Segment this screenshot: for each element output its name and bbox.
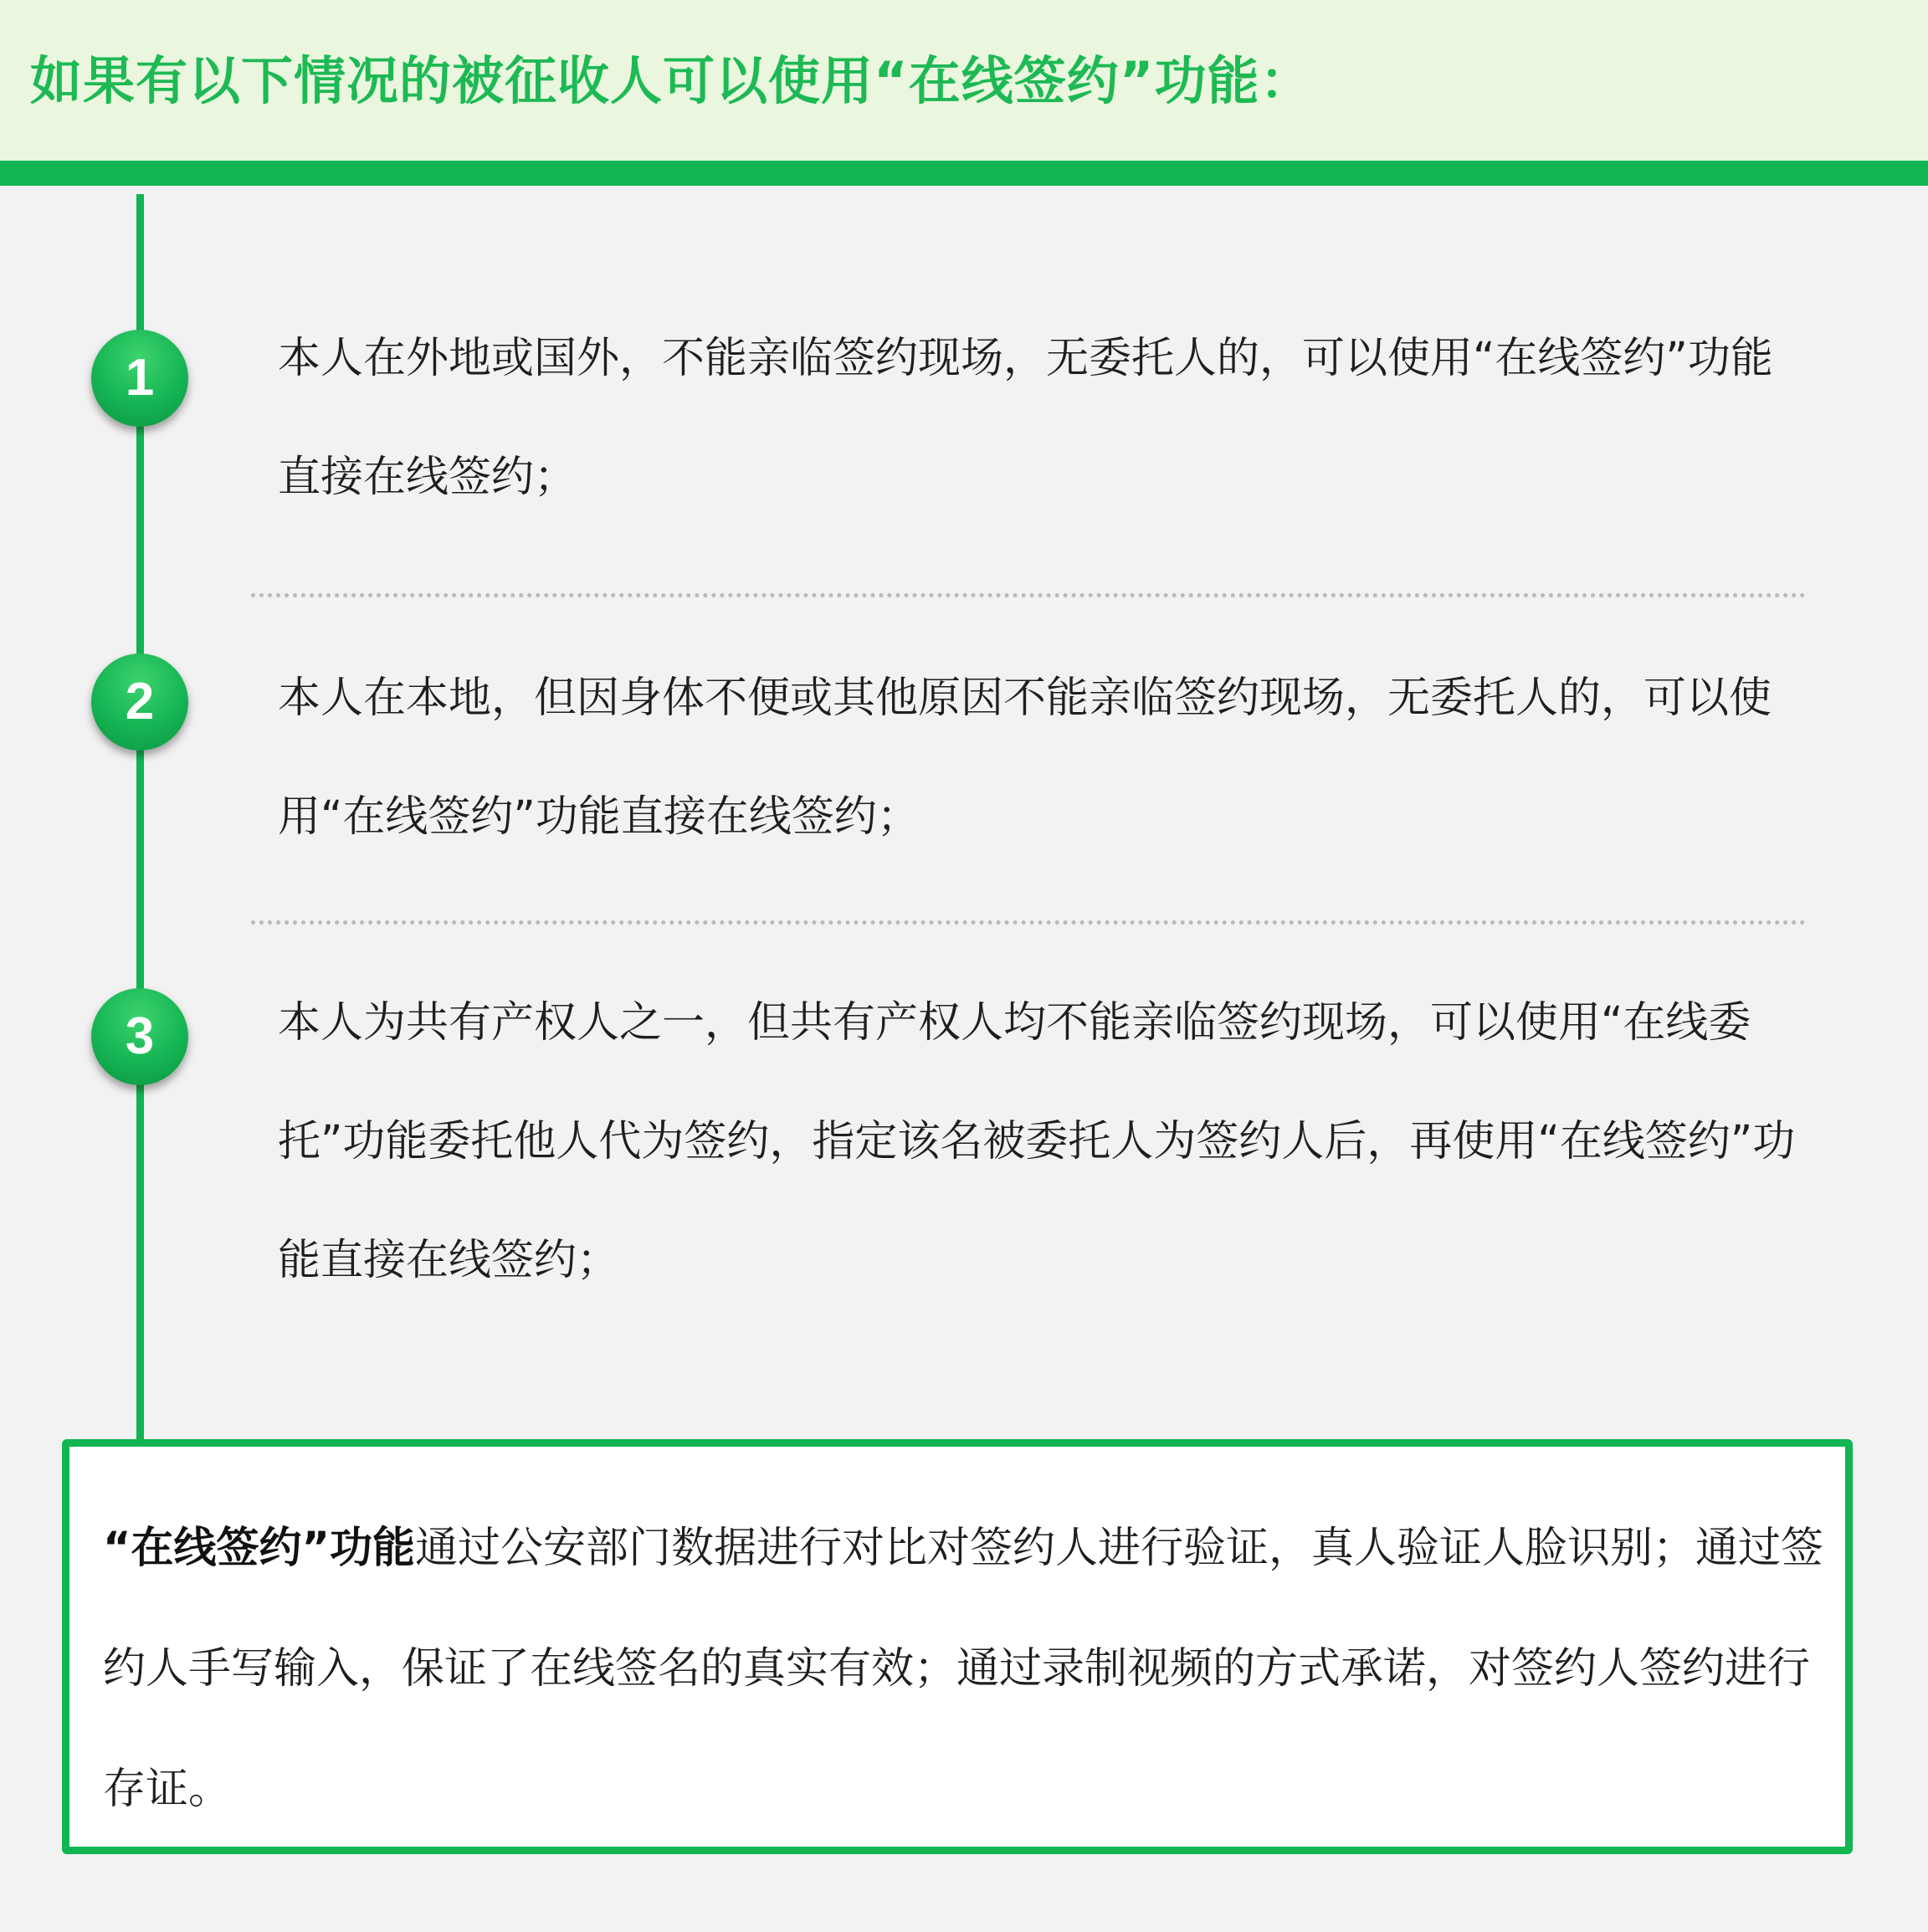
divider-1 [251, 593, 1806, 597]
summary-box [62, 1439, 1853, 1854]
step-1-badge: 1 [91, 330, 188, 427]
header-accent-bar [0, 161, 1928, 186]
step-3-text: 本人为共有产权人之一，但共有产权人均不能亲临签约现场，可以使用“在线委托”功能委托他人代为签约，指定该名被委托人为签约人后，再使用“在线签约”功能直接在线签约； [278, 998, 1796, 1285]
summary-text [103, 1489, 1827, 1850]
summary-body: 通过公安部门数据进行对比对签约人进行验证，真人验证人脸识别；通过签约人手写输入，保证了在线签名的真实有效；通过录制视频的方式承诺，对签约人签约进行存证。 [103, 1524, 1824, 1814]
page-title: 如果有以下情况的被征收人可以使用“在线签约”功能： [30, 50, 1313, 111]
divider-2 [251, 920, 1806, 925]
step-3-badge: 3 [91, 988, 188, 1085]
step-1-text: 本人在外地或国外，不能亲临签约现场，无委托人的，可以使用“在线签约”功能直接在线签约； [278, 334, 1773, 502]
step-2-badge: 2 [91, 653, 188, 751]
summary-lead: “在线签约”功能 [103, 1524, 416, 1573]
step-2-text: 本人在本地，但因身体不便或其他原因不能亲临签约现场，无委托人的，可以使用“在线签约”功能直接在线签约； [278, 674, 1772, 842]
header-banner [0, 0, 1928, 161]
